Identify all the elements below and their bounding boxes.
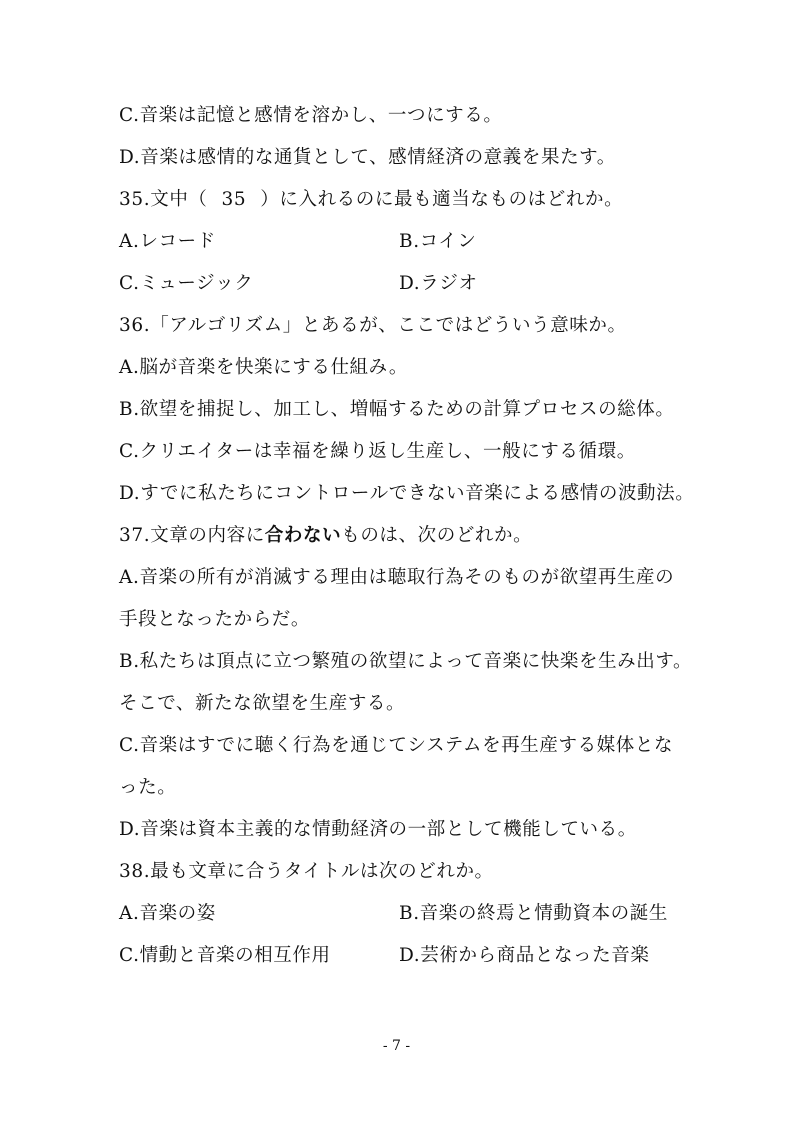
q38-option-d: D.芸術から商品となった音楽 [399,945,650,966]
question-35 [119,188,623,212]
q37-option-b-line1: B.私たちは頂点に立つ繁殖の欲望によって音楽に快楽を生み出す。 [119,651,693,672]
q35-option-b: B.コイン [399,231,477,252]
q35-option-d: D.ラジオ [399,273,478,294]
q36-option-c: C.クリエイターは幸福を繰り返し生産し、一般にする循環。 [119,441,636,462]
q38-option-b: B.音楽の終焉と情動資本の誕生 [399,903,668,924]
question-35-suffix: ）に入れるのに最も適当なものはどれか。 [260,189,624,210]
q38-option-c: C.情動と音楽の相互作用 [119,945,331,966]
question-36: 36.「アルゴリズム」とあるが、ここではどういう意味か。 [119,315,627,336]
question-37-emphasis: 合わない [264,525,342,546]
q35-option-c: C.ミュージック [119,273,254,294]
q34-option-c: C.音楽は記憶と感情を溶かし、一つにする。 [119,105,503,126]
q36-option-b: B.欲望を捕捉し、加工し、増幅するための計算プロセスの総体。 [119,399,675,420]
q37-option-a-line2: 手段となったからだ。 [119,609,311,630]
q37-option-c-line2: った。 [119,777,177,798]
page-number: - 7 - [382,1038,411,1054]
question-38: 38.最も文章に合うタイトルは次のどれか。 [119,861,494,882]
question-37 [119,524,532,548]
q36-option-d: D.すでに私たちにコントロールできない音楽による感情の波動法。 [119,483,695,504]
q37-option-a-line1: A.音楽の所有が消滅する理由は聴取行為そのものが欲望再生産の [119,567,675,588]
question-35-blank: 35 [221,189,247,210]
question-37-prefix: 37.文章の内容に [119,525,265,546]
q38-option-a: A.音楽の姿 [119,903,216,924]
question-37-suffix: ものは、次のどれか。 [341,525,533,546]
q35-option-a: A.レコード [119,231,216,252]
q37-option-d: D.音楽は資本主義的な情動経済の一部として機能している。 [119,819,637,840]
q34-option-d: D.音楽は感情的な通貨として、感情経済の意義を果たす。 [119,147,616,168]
q36-option-a: A.脳が音楽を快楽にする仕組み。 [119,357,408,378]
q37-option-c-line1: C.音楽はすでに聴く行為を通じてシステムを再生産する媒体とな [119,735,674,756]
question-35-prefix: 35.文中（ [119,189,208,210]
q37-option-b-line2: そこで、新たな欲望を生産する。 [119,693,406,714]
